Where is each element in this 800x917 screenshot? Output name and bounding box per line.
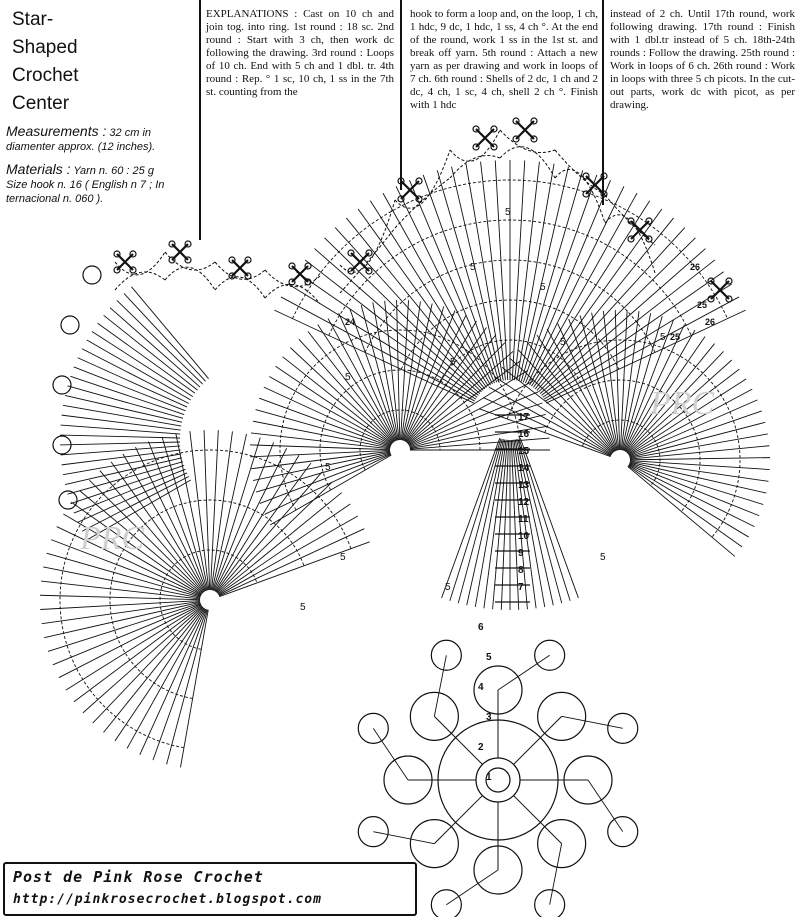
- column-rule: [602, 0, 604, 205]
- stitch-count-label: 5: [470, 262, 476, 273]
- flower-round: [60, 450, 351, 748]
- stitch-count-label: 5: [325, 462, 331, 473]
- flower-petal-line: [103, 608, 203, 733]
- edge-fan-line: [61, 425, 181, 434]
- stitch-count-label: 5: [445, 582, 451, 593]
- credit-box: [3, 862, 417, 916]
- flower-petal-line: [190, 431, 209, 590]
- edge-fan-line: [70, 376, 184, 414]
- round-number-label: 9: [518, 548, 524, 559]
- explanations-column-1: EXPLANATIONS : Cast on 10 ch and join tog. into ring. 1st round : 18 sc. 2nd round : Start with 3 ch, then work dc following the drawing. 3rd round : Loops of 10 ch. End with 5 ch and 1 dbl. tr. 4th round : Rep. ° 1 sc, 10 ch, 1 ss in the 7th st. counting from the: [206, 8, 394, 98]
- wing-netting: [165, 252, 215, 270]
- edge-fan-line: [67, 462, 183, 495]
- flower-petal-line: [204, 430, 210, 590]
- watermark: PRC: [650, 385, 715, 422]
- round-number-label: 5: [486, 652, 492, 663]
- round-number-label: 14: [518, 463, 530, 474]
- pyramid-netting: [500, 147, 555, 178]
- row-marker-label: 25: [670, 332, 681, 342]
- round-number-label: 3: [486, 712, 492, 723]
- flower-petal-line: [215, 455, 299, 591]
- edge-fan-line: [104, 315, 198, 390]
- watermark: PRC: [80, 520, 145, 557]
- stitch-count-label: 5: [660, 332, 666, 343]
- pattern-title: [12, 6, 192, 118]
- edge-picot: [61, 316, 79, 334]
- measurements-info: [6, 124, 201, 154]
- motif-chain: [446, 870, 498, 905]
- explanations-column-3: instead of 2 ch. Until 17th round, work following drawing. 17th round : Finish with 1 dbl.tr instead of 5 ch. 18th-24th rounds : Follow the drawing. 25th round : Work in loops of 6 ch. 26th round : Work in loops with three 5 ch picots. In the cut-out parts, work dc with picot, as per drawing.: [610, 8, 795, 111]
- pyramid-fan-line: [396, 186, 492, 384]
- materials-info: [6, 162, 201, 206]
- round-number-label: 13: [518, 480, 530, 491]
- credit-url[interactable]: http://pinkrosecrochet.blogspot.com: [13, 892, 322, 907]
- stitch-count-label: 5: [505, 207, 511, 218]
- edge-fan-line: [70, 465, 184, 503]
- explanations-column-2: hook to form a loop and, on the loop, 1 ch, 1 hdc, 9 dc, 1 hdc, 1 ss, 4 ch °. At the end of the round, work 1 ss in the 1st st. and break off yarn. 5th round : Attach a new yarn as per drawing and work in loops of 7 ch. 6th round : Shells of 2 dc, 1 ch and 2 dc, 4 ch, 1 sc, 4 ch, shell 2 ch °. Finish with 1 hdc: [410, 8, 598, 111]
- wing-netting: [215, 277, 265, 298]
- round-number-label: 11: [518, 514, 529, 525]
- edge-fan-line: [60, 442, 180, 445]
- flower-petal-line: [218, 504, 350, 594]
- centre-strip-line: [450, 439, 501, 601]
- edge-fan-line: [60, 435, 180, 438]
- title-line: Star-: [12, 9, 54, 30]
- edge-fan-line: [117, 300, 203, 384]
- motif-centre-ring: [476, 758, 520, 802]
- motif-chain: [550, 844, 562, 905]
- stitch-count-label: 5: [450, 357, 456, 368]
- flower-petal-line: [628, 466, 735, 556]
- motif-chain: [373, 832, 434, 844]
- round-number-label: 10: [518, 531, 530, 542]
- stitch-count-label: 5: [540, 282, 546, 293]
- pyramid-netting: [450, 156, 500, 179]
- stitch-count-label: 5: [345, 372, 351, 383]
- round-number-label: 2: [478, 742, 484, 753]
- materials-hook: Size hook n. 16 ( English n 7 ; In ternacional n. 060 ).: [6, 179, 165, 205]
- wing-netting: [165, 267, 215, 290]
- round-number-label: 8: [518, 565, 524, 576]
- pyramid-fan-line: [543, 272, 724, 397]
- motif-chain: [434, 655, 446, 716]
- round-number-label: 7: [518, 582, 524, 593]
- stitch-count-label: 5: [340, 552, 346, 563]
- wing-netting: [265, 284, 320, 304]
- centre-strip-line: [467, 439, 504, 605]
- row-marker-label: 26: [705, 317, 716, 327]
- row-marker-label: 24: [345, 317, 356, 327]
- round-number-label: 12: [518, 497, 530, 508]
- flower-petal-line: [115, 608, 204, 741]
- diagram-labels: [300, 207, 715, 783]
- flower-petal-line: [162, 437, 207, 590]
- flower-petal-line: [218, 493, 342, 594]
- measurements-label: Measurements :: [6, 123, 107, 139]
- edge-fan-line: [110, 308, 200, 387]
- credit-title: Post de Pink Rose Crochet: [13, 868, 264, 886]
- round-number-label: 4: [478, 682, 484, 693]
- motif-outer-picot: [431, 890, 461, 917]
- edge-picot: [53, 376, 71, 394]
- motif-chain: [562, 716, 623, 728]
- edge-fan-line: [98, 323, 195, 393]
- motif-chain: [498, 655, 550, 690]
- materials-label: Materials :: [6, 161, 71, 177]
- round-number-label: 6: [478, 622, 484, 633]
- row-marker-label: 26: [690, 262, 701, 272]
- row-marker-label: 25: [697, 300, 708, 310]
- motif-spoke: [434, 716, 482, 764]
- column-rule: [400, 0, 402, 190]
- motif-chain: [373, 728, 408, 780]
- flower-petal-line: [216, 463, 311, 592]
- flower-petal-line: [66, 605, 202, 690]
- flower-petal-line: [217, 472, 322, 592]
- motif-spoke: [514, 796, 562, 844]
- motif-spoke: [514, 716, 562, 764]
- round-number-label: 15: [518, 446, 530, 457]
- pyramid-fan-line: [346, 218, 484, 389]
- round-number-label: 16: [518, 429, 530, 440]
- edge-fan-line: [67, 386, 183, 419]
- motif-spoke: [434, 796, 482, 844]
- stitch-count-label: 5: [300, 602, 306, 613]
- diagram-stitch-lines: [40, 118, 770, 917]
- pyramid-fan-line: [274, 310, 473, 403]
- measurements-value: 32 cm in diamenter approx. (12 inches).: [6, 127, 156, 153]
- edge-fan-line: [61, 446, 181, 455]
- title-line: Shaped: [12, 37, 78, 58]
- title-line: Crochet: [12, 65, 79, 86]
- pyramid-fan-line: [546, 310, 745, 403]
- flower-petal-line: [630, 434, 768, 458]
- motif-chain: [588, 780, 623, 832]
- materials-value: Yarn n. 60 : 25 g: [70, 165, 154, 177]
- edge-picot: [83, 266, 101, 284]
- title-line: Center: [12, 93, 70, 114]
- round-number-label: 1: [486, 772, 492, 783]
- round-number-label: 17: [518, 412, 530, 423]
- wing-netting: [215, 262, 265, 279]
- flower-petal-line: [74, 606, 202, 702]
- stitch-count-label: 5: [600, 552, 606, 563]
- wing-netting: [115, 272, 165, 290]
- flower-petal-line: [176, 433, 208, 590]
- pyramid-fan-line: [325, 238, 482, 392]
- stitch-count-label: 5: [560, 337, 566, 348]
- column-rule: [199, 0, 201, 240]
